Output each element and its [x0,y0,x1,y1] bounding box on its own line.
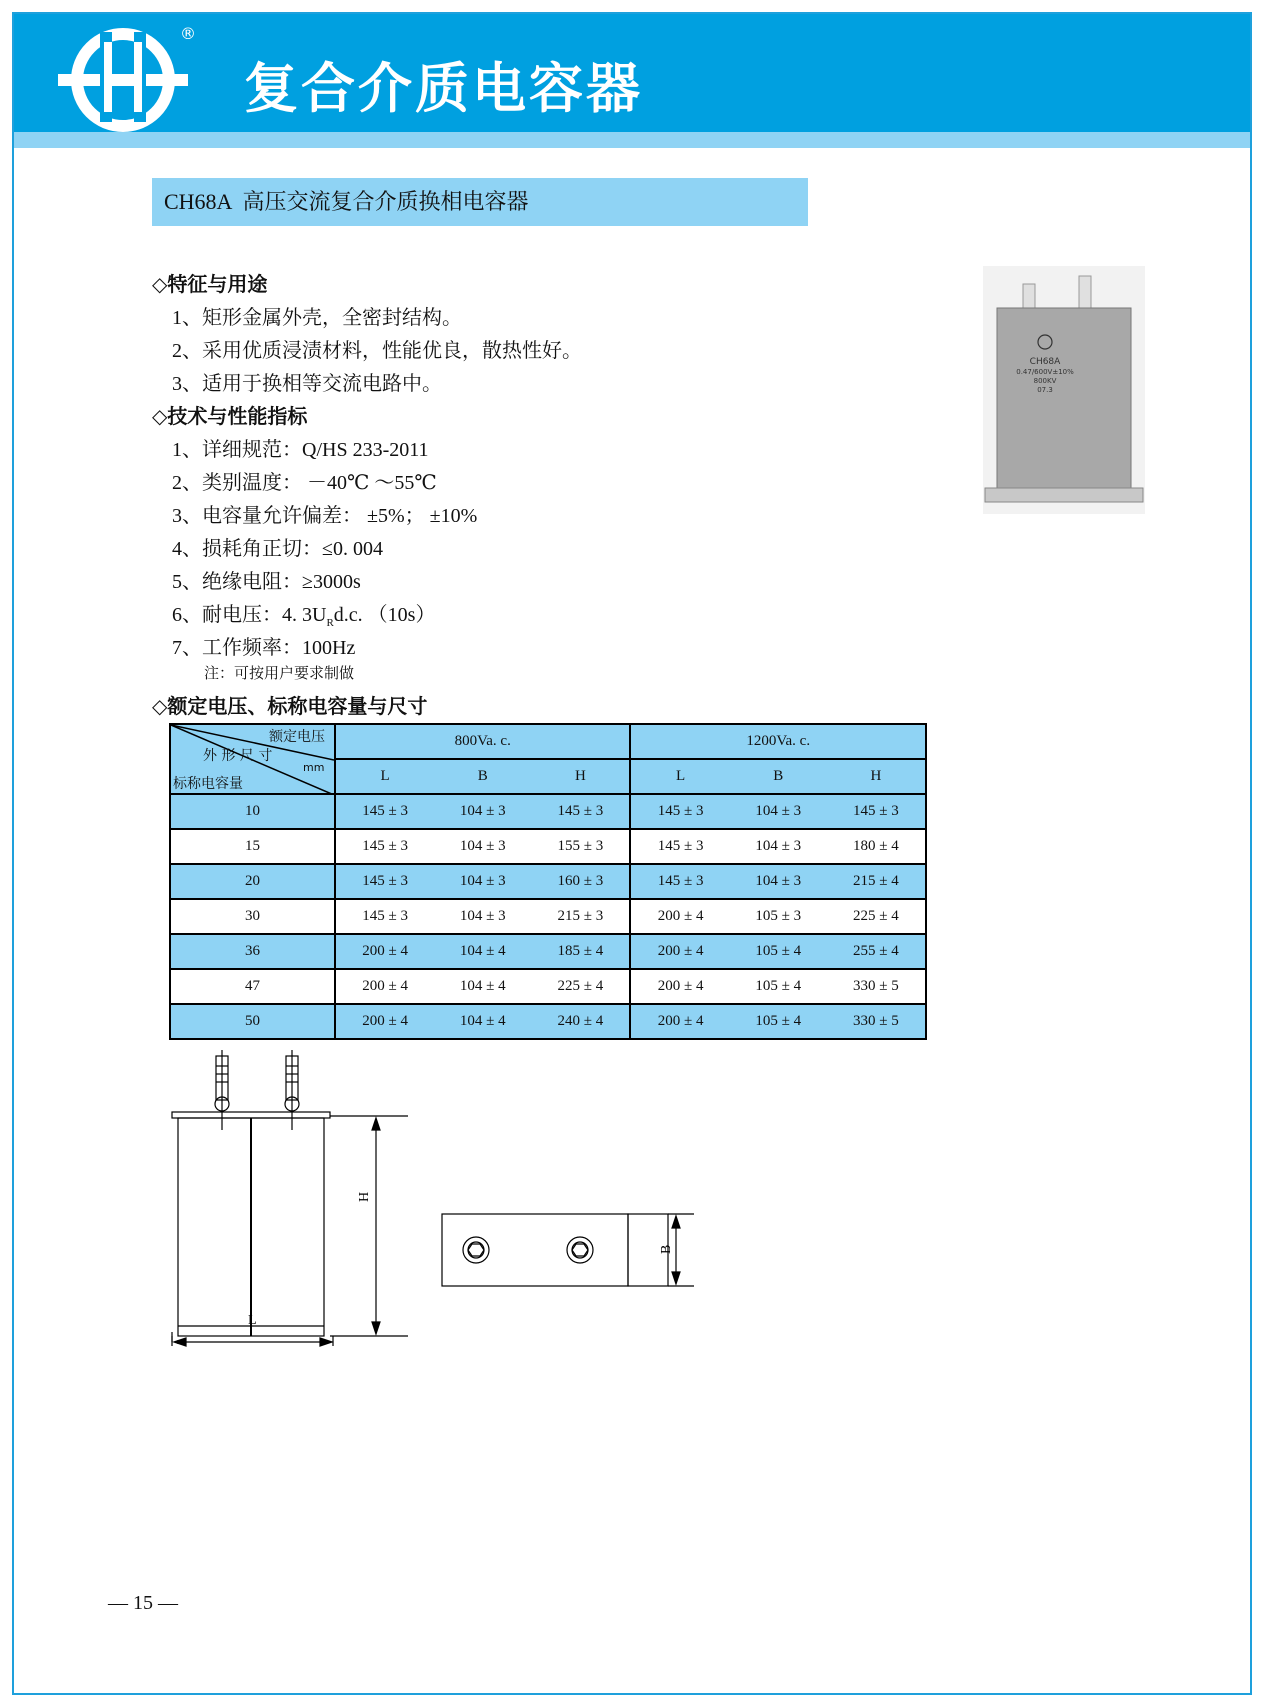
spec-item-voltage: 6、耐电压：4. $3U_Rd.c$. （10s） [172,604,436,629]
dimension-cell: 105 ± 4 [730,1004,827,1039]
table-row [170,934,926,969]
capacitance-cell: 10 [170,794,335,829]
dimension-cell: 145 ± 3 [531,794,630,829]
table-row [170,829,926,864]
dimension-cell: 104 ± 3 [434,864,531,899]
voltage-group-800: 800Va. c. [335,724,630,759]
feature-item: 3、适用于换相等交流电路中。 [172,373,442,395]
product-section-bar [152,178,808,226]
table-row [170,1004,926,1039]
table-row [170,899,926,934]
feature-item: 2、采用优质浸渍材料，性能优良，散热性好。 [172,340,582,362]
dimension-cell: 105 ± 4 [730,969,827,1004]
dimension-cell: 225 ± 4 [827,899,926,934]
table-row [170,794,926,829]
feature-item: 1、矩形金属外壳，全密封结构。 [172,307,462,329]
capacitance-cell: 30 [170,899,335,934]
dimension-cell: 145 ± 3 [630,794,729,829]
registered-mark: ® [180,24,196,43]
spec-table [169,723,927,1040]
dimension-drawing [160,1050,720,1350]
spec-item: 1、详细规范：Q/HS 233-2011 [172,439,429,461]
table-heading: ◇额定电压、标称电容量与尺寸 [152,694,428,718]
spec-note: 注：可按用户要求制做 [204,666,355,682]
corner-dimension: 外 形 尺 寸 [203,748,273,764]
dimension-cell: 145 ± 3 [335,864,434,899]
dimension-cell: 200 ± 4 [630,899,729,934]
dimension-cell: 104 ± 4 [434,969,531,1004]
voltage-group-1200: 1200Va. c. [630,724,926,759]
spec-item: 2、类别温度： －40℃ ～55℃ [172,472,437,494]
dim-header-b: B [434,759,531,794]
page-number: — 15 — [108,1592,178,1614]
spec-item: 4、损耗角正切：≤0. 004 [172,538,383,560]
dimension-cell: 200 ± 4 [630,1004,729,1039]
dimension-cell: 200 ± 4 [630,934,729,969]
product-photo [983,266,1145,514]
specs-heading: ◇技术与性能指标 [152,404,308,428]
dimension-cell: 330 ± 5 [827,1004,926,1039]
dim-header-b: B [730,759,827,794]
svg-text:800KV: 800KV [1033,377,1057,385]
dimension-cell: 200 ± 4 [335,1004,434,1039]
dimension-cell: 145 ± 3 [335,899,434,934]
dimension-cell: 145 ± 3 [335,794,434,829]
label-b: B [659,1244,674,1254]
capacitance-cell: 47 [170,969,335,1004]
features-heading: ◇特征与用途 [152,272,268,296]
capacitance-cell: 15 [170,829,335,864]
page-title: 复合介质电容器 [244,57,643,120]
dimension-cell: 105 ± 3 [730,899,827,934]
dimension-cell: 180 ± 4 [827,829,926,864]
dimension-cell: 155 ± 3 [531,829,630,864]
dimension-cell: 145 ± 3 [827,794,926,829]
table-row [170,969,926,1004]
corner-rated-voltage: 额定电压 [269,729,325,745]
table-row [170,864,926,899]
svg-text:0.47/600V±10%: 0.47/600V±10% [1016,368,1074,376]
spec-item: 3、电容量允许偏差： ±5%； ±10% [172,505,478,527]
dimension-cell: 104 ± 3 [434,794,531,829]
capacitance-cell: 36 [170,934,335,969]
dimension-cell: 240 ± 4 [531,1004,630,1039]
dimension-cell: 145 ± 3 [630,864,729,899]
dimension-cell: 104 ± 4 [434,934,531,969]
company-logo-icon [48,22,198,132]
dim-header-l: L [630,759,729,794]
dimension-cell: 200 ± 4 [630,969,729,1004]
dimension-cell: 225 ± 4 [531,969,630,1004]
label-l: L [248,1313,257,1328]
dimension-cell: 160 ± 3 [531,864,630,899]
dimension-cell: 104 ± 3 [434,829,531,864]
capacitance-cell: 50 [170,1004,335,1039]
dimension-cell: 145 ± 3 [335,829,434,864]
spec-item: 5、绝缘电阻：≥3000s [172,571,361,593]
svg-text:CH68A: CH68A [1029,357,1061,367]
dimension-cell: 104 ± 3 [730,864,827,899]
svg-text:07.3: 07.3 [1037,386,1053,394]
dimension-cell: 215 ± 3 [531,899,630,934]
dimension-cell: 104 ± 3 [434,899,531,934]
spec-item: 7、工作频率：100Hz [172,637,356,659]
product-code: CH68A [164,189,233,214]
corner-unit: mm [303,761,325,774]
dimension-cell: 145 ± 3 [630,829,729,864]
product-name: 高压交流复合介质换相电容器 [242,190,529,215]
corner-capacitance: 标称电容量 [173,776,243,792]
label-h: H [357,1191,372,1202]
dimension-cell: 104 ± 4 [434,1004,531,1039]
dimension-cell: 200 ± 4 [335,934,434,969]
capacitance-cell: 20 [170,864,335,899]
header-band [14,132,1250,148]
dim-header-h: H [531,759,630,794]
dim-header-l: L [335,759,434,794]
dimension-cell: 255 ± 4 [827,934,926,969]
dimension-cell: 330 ± 5 [827,969,926,1004]
dimension-cell: 200 ± 4 [335,969,434,1004]
dimension-cell: 104 ± 3 [730,794,827,829]
dimension-cell: 104 ± 3 [730,829,827,864]
dimension-cell: 105 ± 4 [730,934,827,969]
dim-header-h: H [827,759,926,794]
table-corner-cell [170,724,335,794]
top-view [442,1214,694,1286]
front-view [172,1050,408,1346]
dimension-cell: 185 ± 4 [531,934,630,969]
dimension-cell: 215 ± 4 [827,864,926,899]
